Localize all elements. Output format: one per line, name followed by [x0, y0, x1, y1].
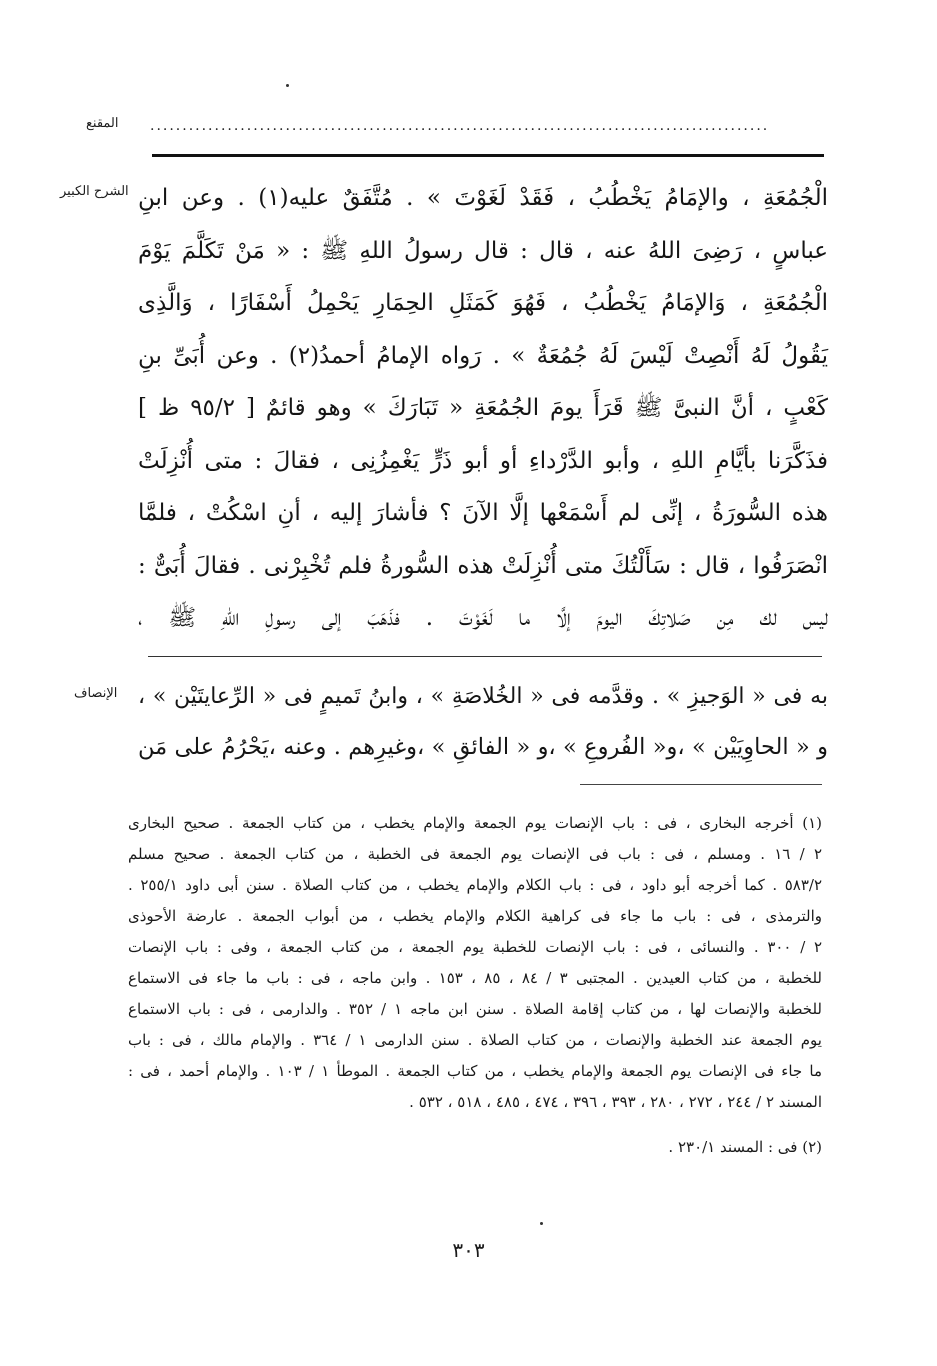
book-title-label: المقنع: [86, 116, 119, 131]
footnote-divider: [580, 784, 822, 785]
main-commentary-text: [138, 172, 828, 645]
footnote-line: ٢ / ٣٠٠ . والنسائى ، فى : باب الإنصات للخطبة يوم الجمعة ، من كتاب الجمعة ، وفى : باب الإنصات: [128, 938, 823, 956]
commentary-title-label: الشرح الكبير: [60, 184, 129, 199]
insaf-line: به فى « الوَجيزِ » . وقدَّمه فى « الخُلاصَةِ » ، وابنُ تَميمٍ فى « الرِّعايتَيْن » ،: [138, 684, 828, 709]
main-line: عباسٍ ، رَضِىَ اللهُ عنه ، قال : قال رسولُ اللهِ ﷺ : « مَنْ تَكَلَّمَ يَوْمَ: [138, 237, 828, 264]
footnote-line: (٢) فى : المسند ٢٣٠/١ .: [668, 1138, 822, 1156]
footnote-line: ٢ / ١٦ . ومسلم ، فى : باب فى الإنصات يوم الجمعة فى الخطبة ، من كتاب الجمعة . صحيح مسلم: [128, 845, 822, 863]
main-line: هذه السُّورَةُ ، إنِّى لم أَسْمَعْها إلَّا الآنَ ؟ فأشارَ إليه ، أنِ اسْكُتْ ، فلمَّا: [138, 500, 828, 526]
section-divider: [148, 656, 822, 657]
footnote-line: يوم الجمعة عند الخطبة والإنصات ، من كتاب الصلاة . سنن الدارمى ١ / ٣٦٤ . والإمام مالك ، فى : باب: [128, 1031, 822, 1049]
page-number: ٣٠٣: [452, 1238, 485, 1262]
footnote-1: [128, 808, 822, 1118]
footnote-line: (١) أخرجه البخارى ، فى : باب الإنصات يوم الجمعة والإمام يخطب ، من كتاب الجمعة . صحيح البخارى: [128, 814, 822, 832]
footnotes: [128, 808, 822, 1163]
main-line: انْصَرَفُوا ، قال : سَأَلْتُكَ متى أُنْزِلَتْ هذه السُّورةُ فلم تُخْبِرْنى . فقالَ أُبَىٌّ :: [138, 552, 828, 579]
dotted-separator: ................................................................................................: [150, 118, 770, 132]
main-line: يَقُولُ لَهُ أَنْصِتْ لَيْسَ لَهُ جُمُعَةٌ » . رَواه الإمامُ أحمدُ(٢) . وعن أُبَىِّ بنِ: [138, 342, 829, 369]
insaf-text: [138, 672, 828, 772]
footnote-line: للخطبة والإنصات لها ، من كتاب إقامة الصلاة . سنن ابن ماجه ١ / ٣٥٢ . والدارمى ، فى : باب الاستماع: [128, 1000, 823, 1018]
footnote-line: والترمذى ، فى : باب ما جاء فى كراهية الكلام والإمام يخطب ، من أبواب الجمعة . عارضة الأحوذى: [128, 907, 822, 925]
footnote-line: ٥٨٣/٢ . كما أخرجه أبو داود ، فى : باب الكلام والإمام يخطب ، من كتاب الصلاة . سنن أبى داود ٢٥٥/١ .: [128, 876, 822, 894]
main-line: كَعْبٍ ، أنَّ النبىَّ ﷺ قَرَأَ يومَ الجُمُعَةِ « تَبَارَكَ » وهو قائمٌ [ ٩٥/٢ ظ ]: [138, 395, 828, 421]
insaf-line: و « الحاوِيَيْن » ،و« الفُروعِ » ،و « الفائقِ » ،وغيرِهم . وعنه ،يَحْرُمُ على مَن: [138, 734, 828, 760]
main-line: الْجُمُعَةِ ، وَالإمَامُ يَخْطُبُ ، فَهُوَ كَمَثَلِ الحِمَارِ يَحْمِلُ أَسْفَارًا ، وَالَّذِى: [138, 290, 828, 316]
main-line: ليس لك مِن صَلاتِكَ اليومَ إلَّا ما لَغَوْتَ . فذَهَبَ إلى رسولِ اللهِ ﷺ ،: [138, 605, 828, 631]
scan-speck: [286, 84, 289, 87]
footnote-line: المسند ٢ / ٢٤٤ ، ٢٧٢ ، ٢٨٠ ، ٣٩٣ ، ٣٩٦ ، ٤٧٤ ، ٤٨٥ ، ٥١٨ ، ٥٣٢ .: [409, 1093, 822, 1111]
scan-speck: [540, 1222, 543, 1225]
header-rule: [152, 154, 824, 157]
footnote-line: ما جاء فى الإنصات يوم الجمعة والإمام يخطب ، من كتاب الجمعة . الموطأ ١ / ١٠٣ . والإمام أحمد ، فى :: [128, 1062, 822, 1080]
main-line: فذَكَّرَنا بأيَّامِ اللهِ ، وأبو الدَّرْداءِ أو أبو ذَرٍّ يَغْمِزُنِى ، فقالَ : متى أُنْزِلَتْ: [138, 447, 828, 474]
insaf-title-label: الإنصاف: [74, 686, 118, 701]
main-line: الْجُمُعَةِ ، والإمَامُ يَخْطُبُ ، فَقَدْ لَغَوْتَ » . مُتَّفَقٌ عليه(١) . وعن ابنِ: [138, 185, 828, 211]
footnote-line: للخطبة ، من كتاب العيدين . المجتبى ٣ / ٨٤ ، ٨٥ ، ١٥٣ . وابن ماجه ، فى : باب ما جاء فى الاستماع: [128, 969, 822, 987]
footnote-2: [128, 1132, 822, 1163]
